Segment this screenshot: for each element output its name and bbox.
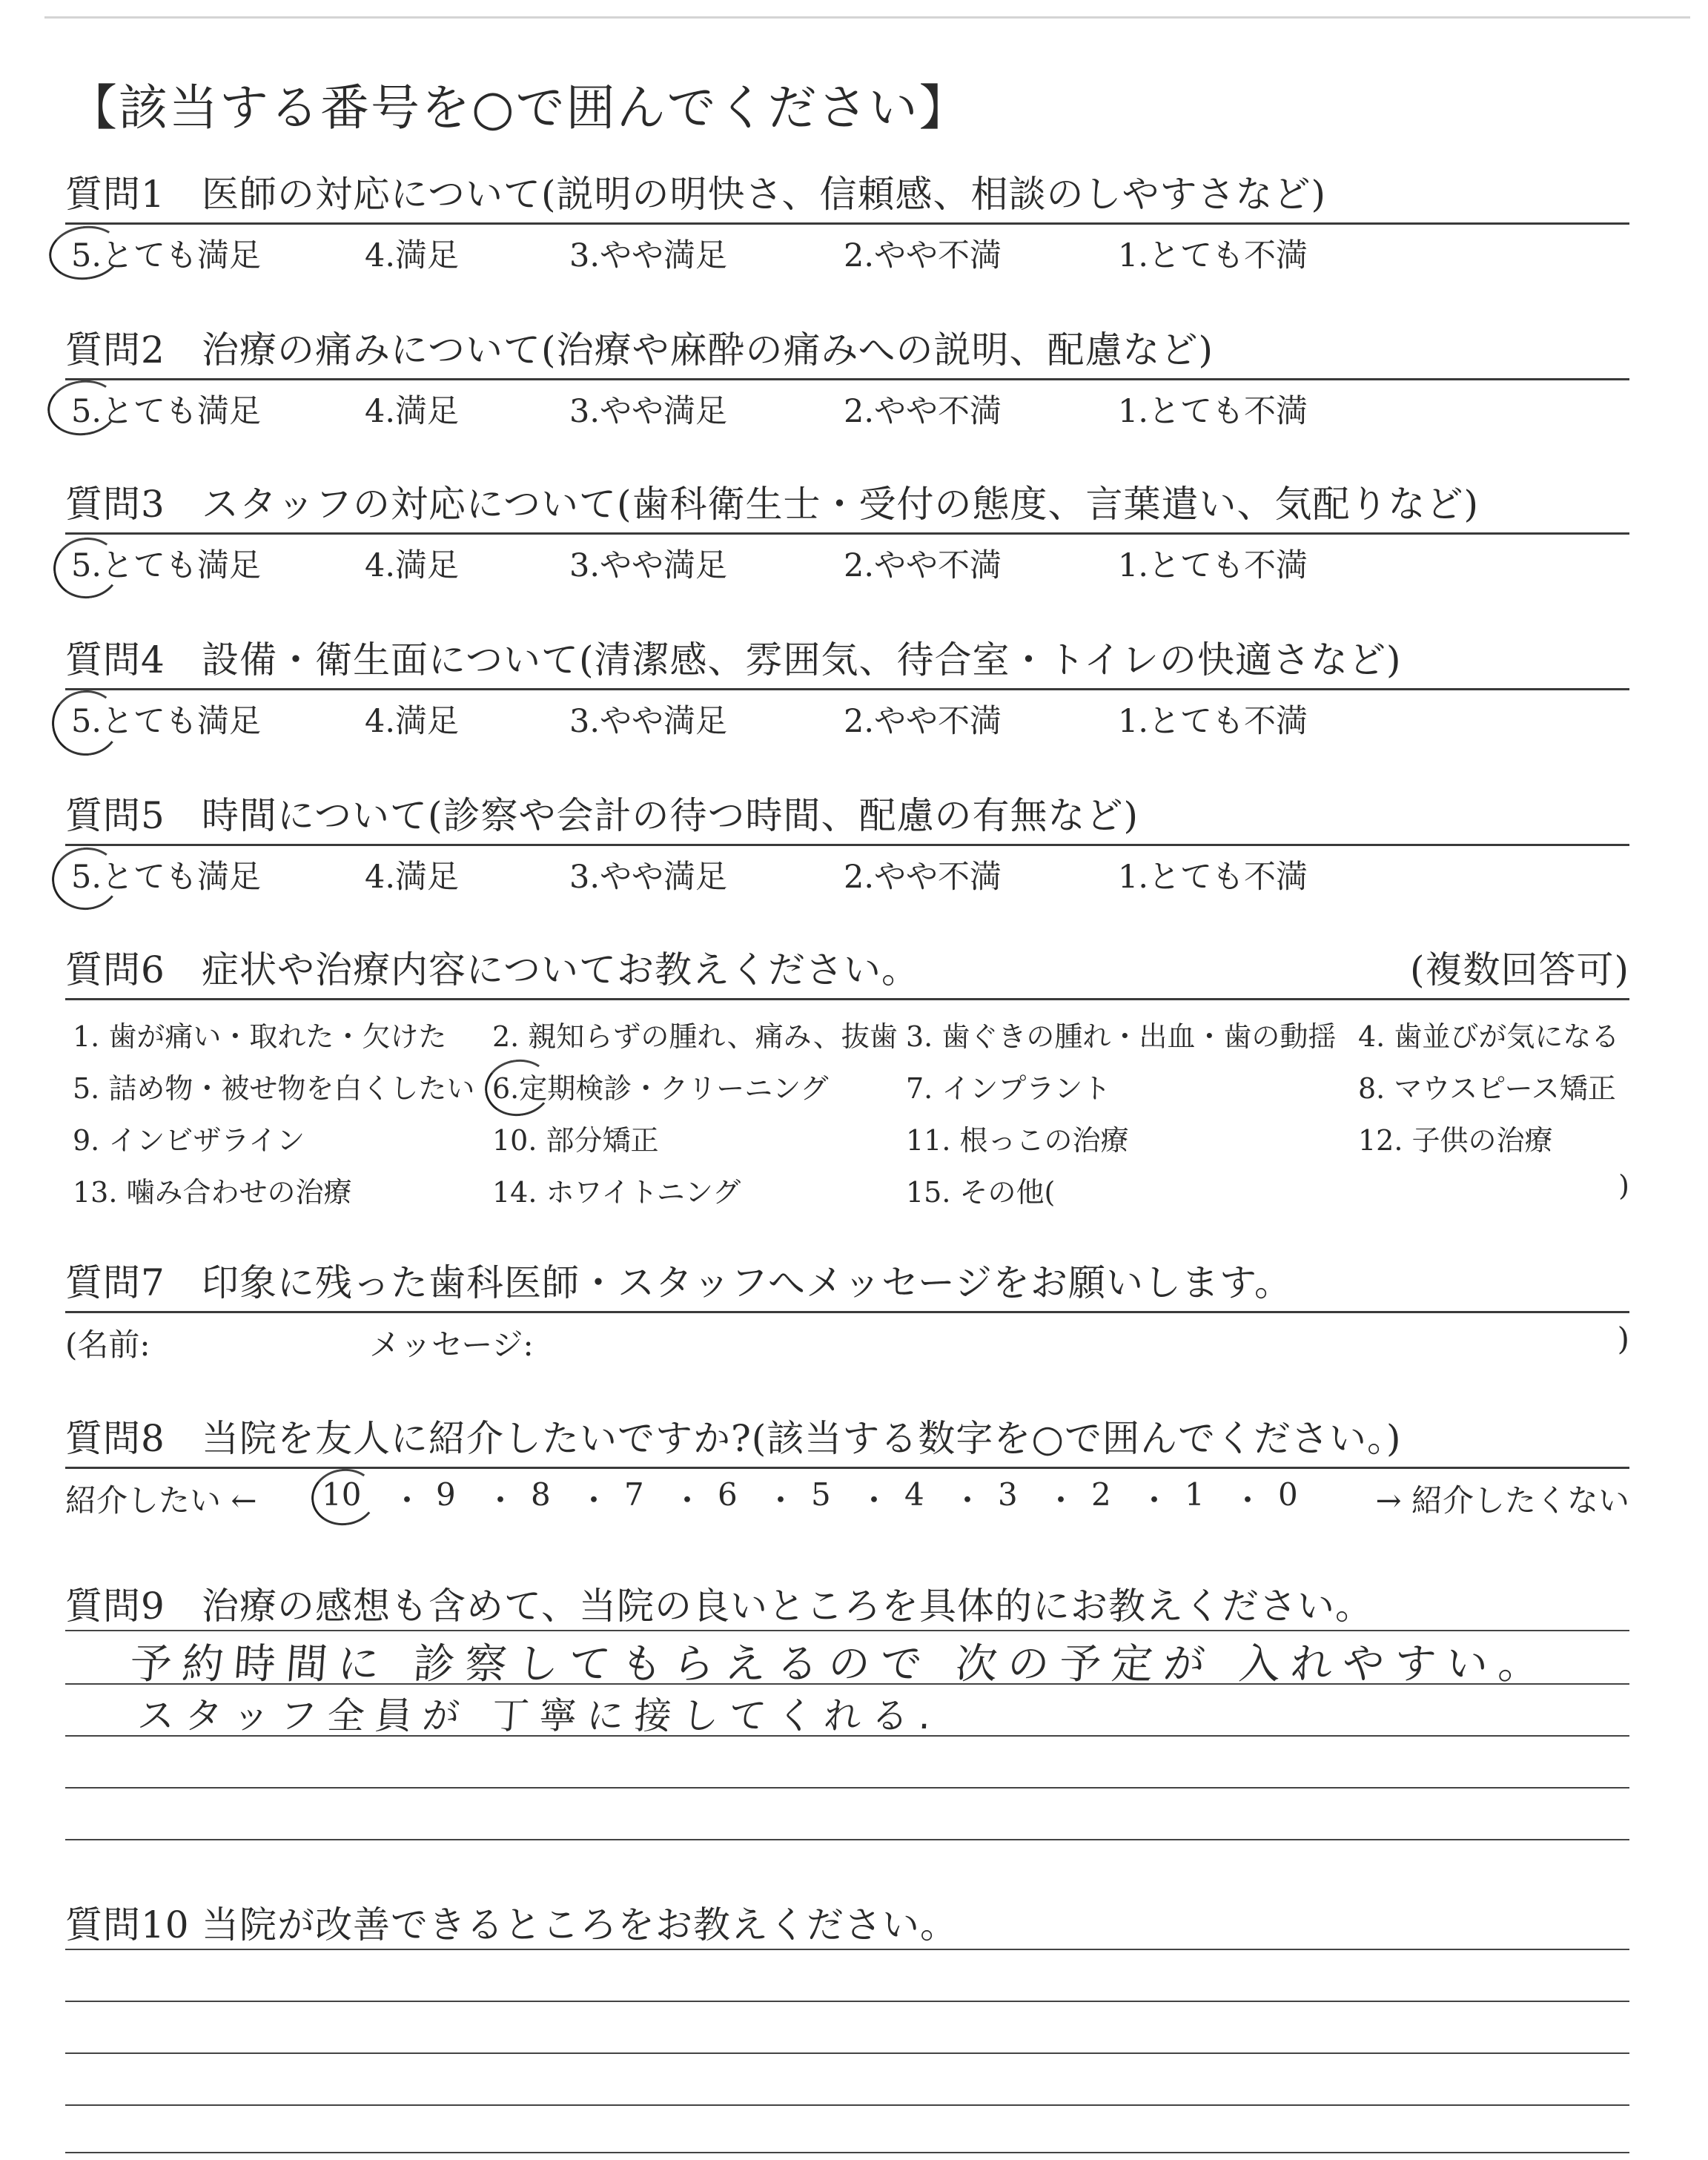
treatment-option[interactable]: 5. 詰め物・被せ物を白くしたい <box>73 1072 475 1105</box>
question-number: 質問4 <box>65 638 165 681</box>
option-4[interactable]: 4.満足 <box>365 703 460 740</box>
scale-dot: ・ <box>485 1482 517 1519</box>
question-title: 時間について(診察や会計の待つ時間、配慮の有無など) <box>202 794 1139 837</box>
option-5[interactable]: 5.とても満足 <box>71 237 262 274</box>
question-title: 設備・衛生面について(清潔感、雰囲気、待合室・トイレの快適さなど) <box>202 638 1402 681</box>
question-number: 質問8 <box>65 1417 165 1460</box>
question-6 <box>65 940 1629 1227</box>
option-2[interactable]: 2.やや不満 <box>844 393 1002 430</box>
option-1[interactable]: 1.とても不満 <box>1118 703 1308 740</box>
option-5[interactable]: 5.とても満足 <box>71 393 262 430</box>
question-3 <box>65 475 1629 582</box>
option-3[interactable]: 3.やや満足 <box>569 859 728 896</box>
treatment-option[interactable]: 6.定期検診・クリーニング <box>492 1072 829 1105</box>
treatment-option[interactable]: 2. 親知らずの腫れ、痛み、抜歯 <box>492 1020 898 1053</box>
instruction-header: 【該当する番号を○で囲んでください】 <box>68 79 970 136</box>
treatment-option[interactable]: 13. 噛み合わせの治療 <box>73 1176 352 1209</box>
option-3[interactable]: 3.やや満足 <box>569 703 728 740</box>
treatment-option[interactable]: 7. インプラント <box>906 1072 1111 1105</box>
rating-options <box>65 225 1629 272</box>
option-1[interactable]: 1.とても不満 <box>1118 237 1308 274</box>
message-fields <box>65 1313 1629 1361</box>
scale-value[interactable]: 4 <box>904 1476 924 1513</box>
question-title: スタッフの対応について(歯科衛生士・受付の態度、言葉遣い、気配りなど) <box>202 483 1480 526</box>
option-5[interactable]: 5.とても満足 <box>71 703 262 740</box>
option-2[interactable]: 2.やや不満 <box>844 703 1002 740</box>
rating-options <box>65 535 1629 582</box>
question-number: 質問10 <box>65 1903 190 1946</box>
treatment-option[interactable]: 11. 根っこの治療 <box>906 1124 1129 1157</box>
close-paren: ) <box>1618 1169 1629 1202</box>
close-paren: ) <box>1617 1321 1629 1357</box>
question-2 <box>65 320 1629 428</box>
scale-value[interactable]: 10 <box>322 1476 362 1513</box>
option-2[interactable]: 2.やや不満 <box>844 237 1002 274</box>
treatment-option[interactable]: 15. その他( <box>906 1176 1056 1209</box>
question-number: 質問1 <box>65 173 165 216</box>
scale-dot: ・ <box>952 1482 984 1519</box>
scale-value[interactable]: 5 <box>811 1476 831 1513</box>
treatment-option[interactable]: 4. 歯並びが気になる <box>1358 1020 1620 1053</box>
handwritten-answer-line-1: 予約時間に 診察してもらえるので 次の予定が 入れやすい。 <box>128 1640 1552 1688</box>
option-4[interactable]: 4.満足 <box>365 393 460 430</box>
option-3[interactable]: 3.やや満足 <box>569 547 728 584</box>
handwritten-answer-line-2: スタッフ全員が 丁寧に接してくれる. <box>136 1694 943 1737</box>
question-title: 症状や治療内容についてお教えください。 <box>202 948 919 991</box>
rating-options <box>65 846 1629 894</box>
recommend-scale <box>65 1469 1629 1519</box>
option-5[interactable]: 5.とても満足 <box>71 547 262 584</box>
option-3[interactable]: 3.やや満足 <box>569 393 728 430</box>
question-5 <box>65 786 1629 894</box>
message-field-label[interactable]: メッセージ: <box>369 1327 534 1363</box>
answer-line <box>65 2104 1629 2106</box>
option-3[interactable]: 3.やや満足 <box>569 237 728 274</box>
question-1 <box>65 165 1629 272</box>
scale-dot: ・ <box>578 1482 610 1519</box>
option-2[interactable]: 2.やや不満 <box>844 859 1002 896</box>
option-1[interactable]: 1.とても不満 <box>1118 859 1308 896</box>
treatment-option[interactable]: 3. 歯ぐきの腫れ・出血・歯の動揺 <box>906 1020 1337 1053</box>
question-9 <box>65 1576 1629 1858</box>
answer-line <box>65 1787 1629 1789</box>
option-4[interactable]: 4.満足 <box>365 237 460 274</box>
question-7 <box>65 1253 1629 1361</box>
divider <box>65 998 1629 1000</box>
scale-dot: ・ <box>765 1482 797 1519</box>
multiple-answer-note: (複数回答可) <box>1409 948 1629 991</box>
treatment-option[interactable]: 10. 部分矯正 <box>492 1124 659 1157</box>
scale-dot: ・ <box>858 1482 890 1519</box>
question-title: 当院を友人に紹介したいですか?(該当する数字を○で囲んでください。) <box>202 1417 1402 1460</box>
top-border <box>44 16 1690 19</box>
question-number: 質問2 <box>65 328 165 371</box>
question-8 <box>65 1409 1629 1519</box>
option-4[interactable]: 4.満足 <box>365 547 460 584</box>
scale-dot: ・ <box>391 1482 423 1519</box>
scale-value[interactable]: 1 <box>1185 1476 1205 1513</box>
option-2[interactable]: 2.やや不満 <box>844 547 1002 584</box>
question-title: 印象に残った歯科医師・スタッフへメッセージをお願いします。 <box>202 1261 1292 1304</box>
scale-left-label: 紹介したい ← <box>65 1482 257 1519</box>
question-4 <box>65 630 1629 738</box>
scale-dot: ・ <box>1139 1482 1171 1519</box>
scale-right-label: → 紹介したくない <box>1375 1482 1629 1519</box>
rating-options <box>65 690 1629 738</box>
question-number: 質問7 <box>65 1261 165 1304</box>
scale-dot: ・ <box>1232 1482 1264 1519</box>
treatment-option[interactable]: 9. インビザライン <box>73 1124 305 1157</box>
question-number: 質問9 <box>65 1585 165 1628</box>
scale-dot: ・ <box>672 1482 704 1519</box>
scale-value[interactable]: 9 <box>436 1476 456 1513</box>
treatment-option[interactable]: 14. ホワイトニング <box>492 1176 741 1209</box>
scale-value[interactable]: 2 <box>1091 1476 1111 1513</box>
answer-line <box>65 2152 1629 2153</box>
question-number: 質問5 <box>65 794 165 837</box>
answer-line <box>65 1839 1629 1840</box>
question-title: 当院が改善できるところをお教えください。 <box>202 1903 958 1946</box>
question-title: 医師の対応について(説明の明快さ、信頼感、相談のしやすさなど) <box>202 173 1327 216</box>
scale-value[interactable]: 0 <box>1278 1476 1298 1513</box>
answer-line <box>65 1949 1629 1950</box>
option-4[interactable]: 4.満足 <box>365 859 460 896</box>
question-title: 治療の痛みについて(治療や麻酔の痛みへの説明、配慮など) <box>202 328 1214 371</box>
treatment-options <box>65 1011 1629 1227</box>
treatment-option[interactable]: 12. 子供の治療 <box>1358 1124 1553 1157</box>
treatment-option[interactable]: 8. マウスピース矯正 <box>1358 1072 1616 1105</box>
question-title: 治療の感想も含めて、当院の良いところを具体的にお教えください。 <box>202 1585 1373 1628</box>
scale-value[interactable]: 3 <box>998 1476 1018 1513</box>
question-number: 質問3 <box>65 483 165 526</box>
scale-dot: ・ <box>1045 1482 1077 1519</box>
option-1[interactable]: 1.とても不満 <box>1118 393 1308 430</box>
answer-line <box>65 2001 1629 2002</box>
scale-value[interactable]: 7 <box>624 1476 644 1513</box>
treatment-option[interactable]: 1. 歯が痛い・取れた・欠けた <box>73 1020 447 1053</box>
answer-line <box>65 2052 1629 2054</box>
rating-options <box>65 380 1629 428</box>
question-number: 質問6 <box>65 948 165 991</box>
option-1[interactable]: 1.とても不満 <box>1118 547 1308 584</box>
option-5[interactable]: 5.とても満足 <box>71 859 262 896</box>
scale-value[interactable]: 8 <box>531 1476 551 1513</box>
scale-value[interactable]: 6 <box>718 1476 738 1513</box>
name-field-label[interactable]: (名前: <box>65 1327 150 1363</box>
question-10 <box>65 1895 1629 2155</box>
